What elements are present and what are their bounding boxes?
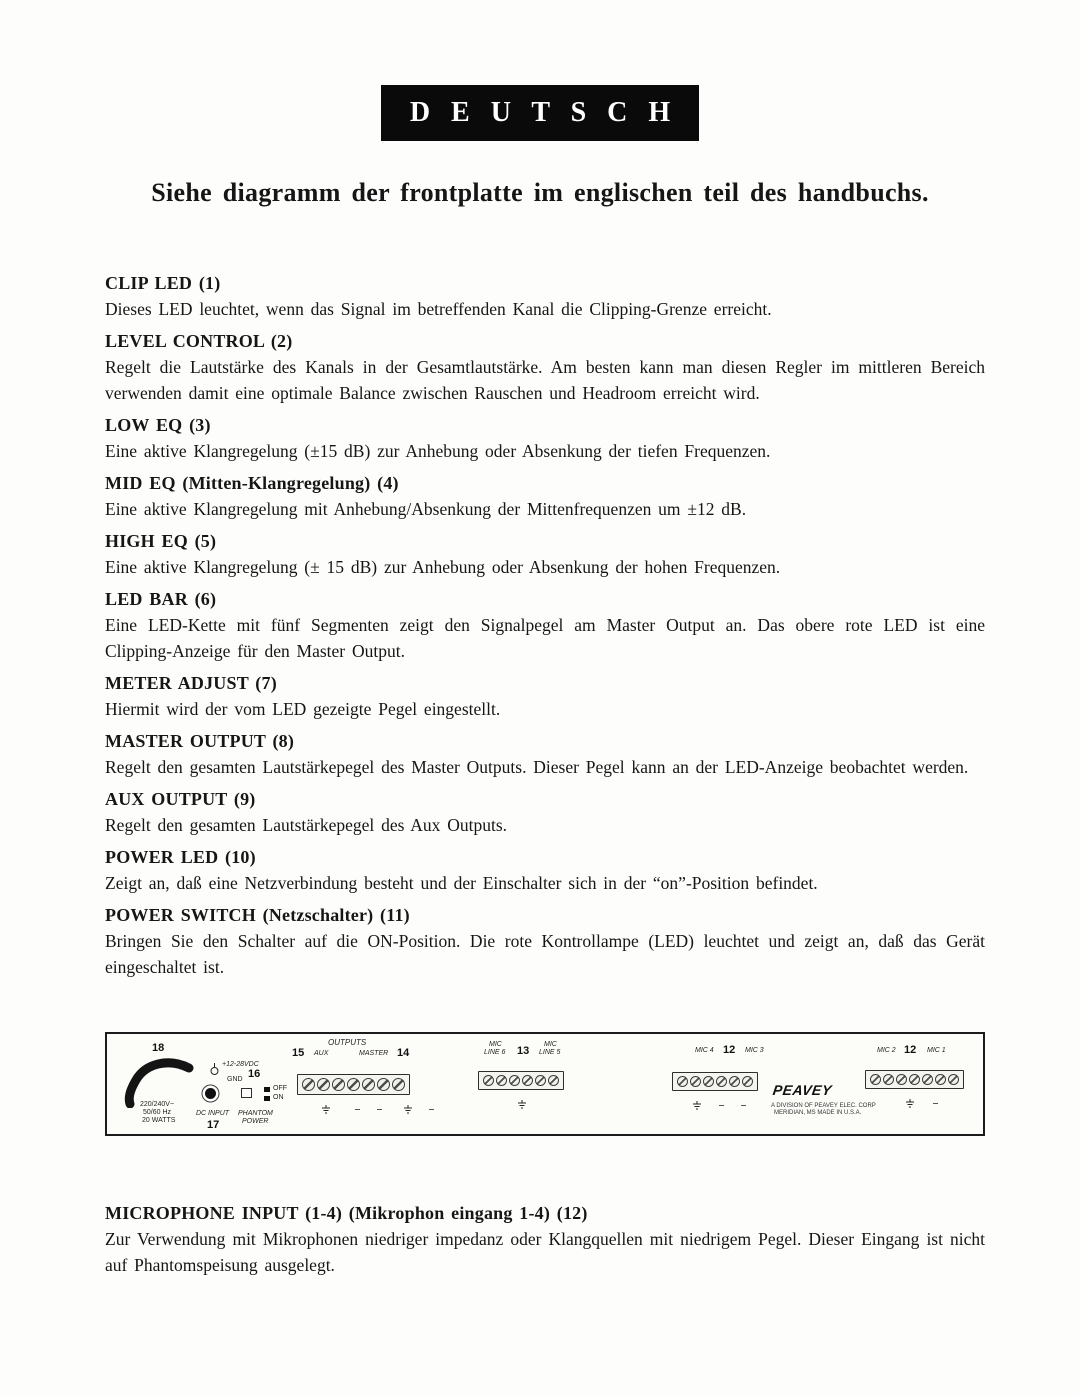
section-led-bar [105,586,985,664]
mic-label: MIC [544,1041,557,1048]
on-label: ON [273,1094,284,1101]
screw-terminal-icon [535,1075,546,1086]
section-power-switch [105,902,985,980]
section-body: Regelt den gesamten Lautstärkepegel des Aux Outputs. [105,815,508,835]
screw-terminal-icon [362,1078,375,1091]
section-clip-led [105,270,985,322]
screw-terminal-icon [729,1076,740,1087]
page-heading: Siehe diagramm der frontplatte im englischen teil des handbuchs. [151,178,929,207]
off-label: OFF [273,1085,287,1092]
tick-mark [741,1105,746,1106]
section-body: Regelt den gesamten Lautstärkepegel des Master Outputs. Dieser Pegel kann an der LED-Anzeige beobachtet werden. [105,757,969,777]
banner-label: D E U T S C H [409,97,678,128]
screw-terminal-icon [677,1076,688,1087]
section-title: LEVEL CONTROL (2) [105,331,293,351]
screw-terminal-icon [883,1074,894,1085]
switch-on-mark-icon [264,1096,270,1101]
mic1-label: MIC 1 [927,1047,946,1054]
mic2-label: MIC 2 [877,1047,896,1054]
terminal-block-mic-3-4 [672,1072,758,1091]
section-title: POWER SWITCH (Netzschalter) (11) [105,905,410,925]
phantom-power-switch-icon [241,1088,252,1098]
section-title: MICROPHONE INPUT (1-4) (Mikrophon eingang 1-4) (12) [105,1203,588,1223]
section-title: MASTER OUTPUT (8) [105,731,295,751]
section-body: Zur Verwendung mit Mikrophonen niedriger impedanz oder Klangquellen mit niedrigem Pegel. Dieser Eingang ist nicht auf Phantomspeisung ausgelegt. [105,1229,985,1275]
section-title: MID EQ (Mitten-Klangregelung) (4) [105,473,399,493]
section-master-output [105,728,985,780]
dc-input-jack-icon [205,1088,216,1099]
section-title: AUX OUTPUT (9) [105,789,256,809]
mains-watts-label: 20 WATTS [142,1117,176,1124]
callout-14: 14 [397,1047,410,1059]
section-title: LED BAR (6) [105,589,217,609]
tick-mark [429,1109,434,1110]
brand-division-label: A DIVISION OF PEAVEY ELEC. CORP [771,1103,876,1109]
callout-15: 15 [292,1047,305,1059]
section-meter-adjust [105,670,985,722]
section-body: Dieses LED leuchtet, wenn das Signal im betreffenden Kanal die Clipping-Grenze erreicht. [105,299,772,319]
section-body: Eine aktive Klangregelung mit Anhebung/Absenkung der Mittenfrequenzen um ±12 dB. [105,499,747,519]
dc-voltage-label: +12-28VDC [222,1061,259,1068]
outputs-label: OUTPUTS [328,1038,367,1047]
section-aux-output [105,786,985,838]
screw-terminal-icon [870,1074,881,1085]
screw-terminal-icon [392,1078,405,1091]
callout-12: 12 [723,1044,736,1056]
section-body: Zeigt an, daß eine Netzverbindung besteht und der Einschalter sich in der “on”-Position befindet. [105,873,818,893]
screw-terminal-icon [935,1074,946,1085]
ground-icon [517,1100,527,1109]
section-title: HIGH EQ (5) [105,531,217,551]
switch-off-mark-icon [264,1087,270,1092]
screw-terminal-icon [302,1078,315,1091]
section-body: Eine aktive Klangregelung (± 15 dB) zur Anhebung oder Absenkung der hohen Frequenzen. [105,557,781,577]
dc-polarity-icon [209,1063,220,1077]
tick-mark [377,1109,382,1110]
screw-terminal-icon [483,1075,494,1086]
ground-icon [321,1105,331,1114]
power-label: POWER [242,1118,269,1125]
screw-terminal-icon [332,1078,345,1091]
section-level-control [105,328,985,406]
screw-terminal-icon [948,1074,959,1085]
section-title: CLIP LED (1) [105,273,221,293]
screw-terminal-icon [317,1078,330,1091]
peavey-logo: PEAVEY [771,1082,833,1098]
section-low-eq [105,412,985,464]
screw-terminal-icon [377,1078,390,1091]
line5-label: LINE 5 [539,1049,561,1056]
ground-icon [403,1105,413,1114]
section-microphone-input [105,1200,985,1278]
callout-12: 12 [904,1044,917,1056]
section-high-eq [105,528,985,580]
screw-terminal-icon [522,1075,533,1086]
rear-panel-diagram [105,1032,985,1136]
screw-terminal-icon [909,1074,920,1085]
callout-18: 18 [152,1042,165,1054]
line6-label: LINE 6 [484,1049,506,1056]
tick-mark [719,1105,724,1106]
screw-terminal-icon [347,1078,360,1091]
screw-terminal-icon [742,1076,753,1087]
ground-icon [905,1099,915,1108]
dc-input-label: DC INPUT [196,1110,230,1117]
section-body: Hiermit wird der vom LED gezeigte Pegel eingestellt. [105,699,501,719]
screw-terminal-icon [548,1075,559,1086]
terminal-block-mic-1-2 [865,1070,964,1089]
screw-terminal-icon [896,1074,907,1085]
screw-terminal-icon [703,1076,714,1087]
section-title: LOW EQ (3) [105,415,211,435]
mains-freq-label: 50/60 Hz [143,1109,172,1116]
content-area [0,208,1080,1278]
callout-16: 16 [248,1068,261,1080]
tick-mark [933,1103,938,1104]
phantom-label: PHANTOM [238,1110,273,1117]
mains-voltage-label: 220/240V~ [140,1101,175,1108]
callout-13: 13 [517,1045,530,1057]
screw-terminal-icon [690,1076,701,1087]
section-title: POWER LED (10) [105,847,256,867]
mic4-label: MIC 4 [695,1047,714,1054]
terminal-block-outputs [297,1074,410,1095]
terminal-block-mic-line [478,1071,564,1090]
section-body: Regelt die Lautstärke des Kanals in der Gesamtlautstärke. Am besten kann man diesen Regler im mittleren Bereich verwenden damit eine optimale Balance zwischen Rauschen und Headroom erreicht wird. [105,357,985,403]
screw-terminal-icon [496,1075,507,1086]
ground-icon [692,1101,702,1110]
section-body: Bringen Sie den Schalter auf die ON-Position. Die rote Kontrollampe (LED) leuchtet und zeigt an, daß das Gerät eingeschaltet ist. [105,931,985,977]
screw-terminal-icon [509,1075,520,1086]
language-banner [381,85,699,141]
master-label: MASTER [359,1050,389,1057]
section-mid-eq [105,470,985,522]
brand-location-label: MERIDIAN, MS MADE IN U.S.A. [774,1110,862,1116]
aux-label: AUX [314,1050,329,1057]
screw-terminal-icon [922,1074,933,1085]
section-body: Eine LED-Kette mit fünf Segmenten zeigt den Signalpegel am Master Output an. Das obere rote LED ist eine Clipping-Anzeige für den Master Output. [105,615,985,661]
callout-17: 17 [207,1119,220,1131]
section-title: METER ADJUST (7) [105,673,277,693]
gnd-label: GND [227,1076,243,1083]
mic3-label: MIC 3 [745,1047,764,1054]
tick-mark [355,1109,360,1110]
screw-terminal-icon [716,1076,727,1087]
mic-label: MIC [489,1041,502,1048]
section-power-led [105,844,985,896]
section-body: Eine aktive Klangregelung (±15 dB) zur Anhebung oder Absenkung der tiefen Frequenzen. [105,441,771,461]
